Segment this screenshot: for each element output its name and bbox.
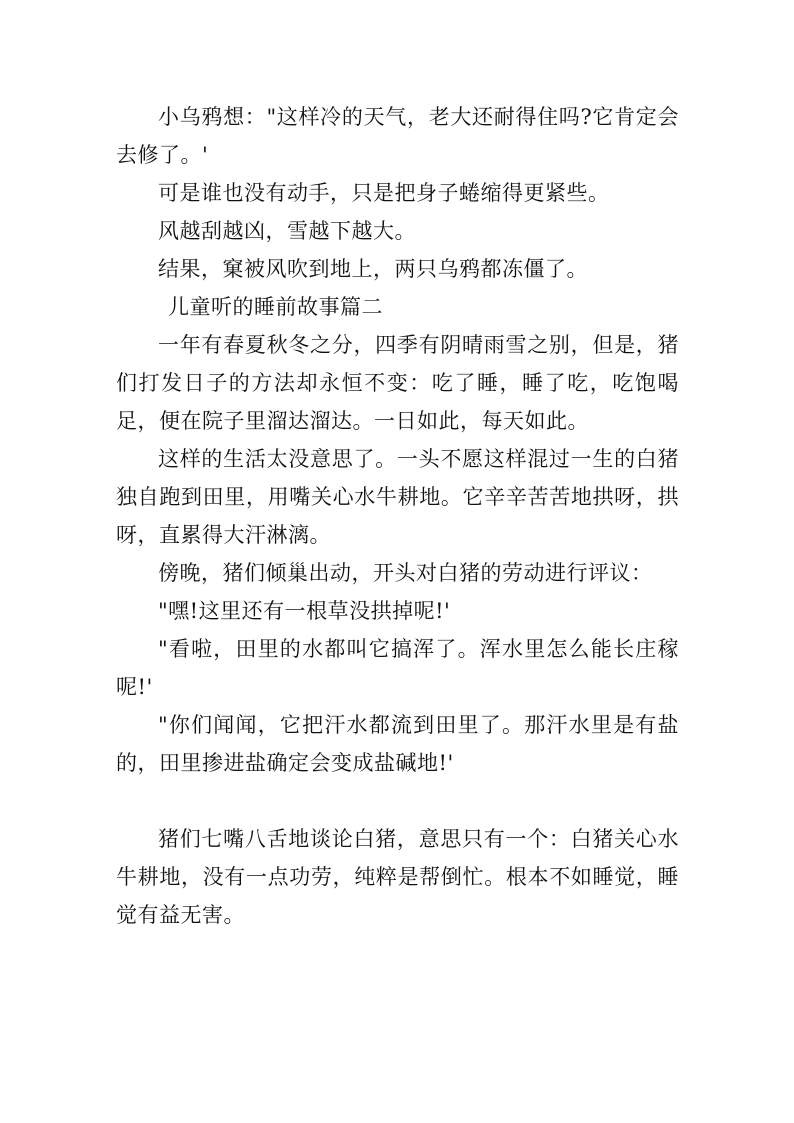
paragraph: "看啦，田里的水都叫它搞浑了。浑水里怎么能长庄稼呢!' — [116, 637, 679, 699]
paragraph: "你们闻闻，它把汗水都流到田里了。那汗水里是有盐的，田里掺进盐确定会变成盐碱地!' — [116, 713, 679, 775]
paragraph: 一年有春夏秋冬之分，四季有阴晴雨雪之别，但是，猪们打发日子的方法却永恒不变：吃了睡，睡了吃，吃饱喝足，便在院子里溜达溜达。一日如此，每天如此。 — [116, 333, 679, 433]
paragraph: "嘿!这里还有一根草没拱掉呢!' — [158, 599, 451, 623]
paragraph: 傍晚，猪们倾巢出动，开头对白猪的劳动进行评议： — [158, 561, 653, 585]
body-text — [116, 98, 679, 934]
paragraph: 小乌鸦想："这样冷的天气，老大还耐得住吗?它肯定会去修了。' — [116, 105, 679, 167]
blank-line — [116, 782, 679, 820]
paragraph: 猪们七嘴八舌地谈论白猪，意思只有一个：白猪关心水牛耕地，没有一点功劳，纯粹是帮倒忙。根本不如睡觉，睡觉有益无害。 — [116, 827, 679, 927]
paragraph: 可是谁也没有动手，只是把身子蜷缩得更紧些。 — [158, 181, 610, 205]
paragraph: 风越刮越凶，雪越下越大。 — [158, 219, 416, 243]
section-heading: 儿童听的睡前故事篇二 — [168, 295, 383, 319]
paragraph: 这样的生活太没意思了。一头不愿这样混过一生的白猪独自跑到田里，用嘴关心水牛耕地。它辛辛苦苦地拱呀，拱呀，直累得大汗淋漓。 — [116, 447, 679, 547]
paragraph: 结果，窠被风吹到地上，两只乌鸦都冻僵了。 — [158, 257, 588, 281]
